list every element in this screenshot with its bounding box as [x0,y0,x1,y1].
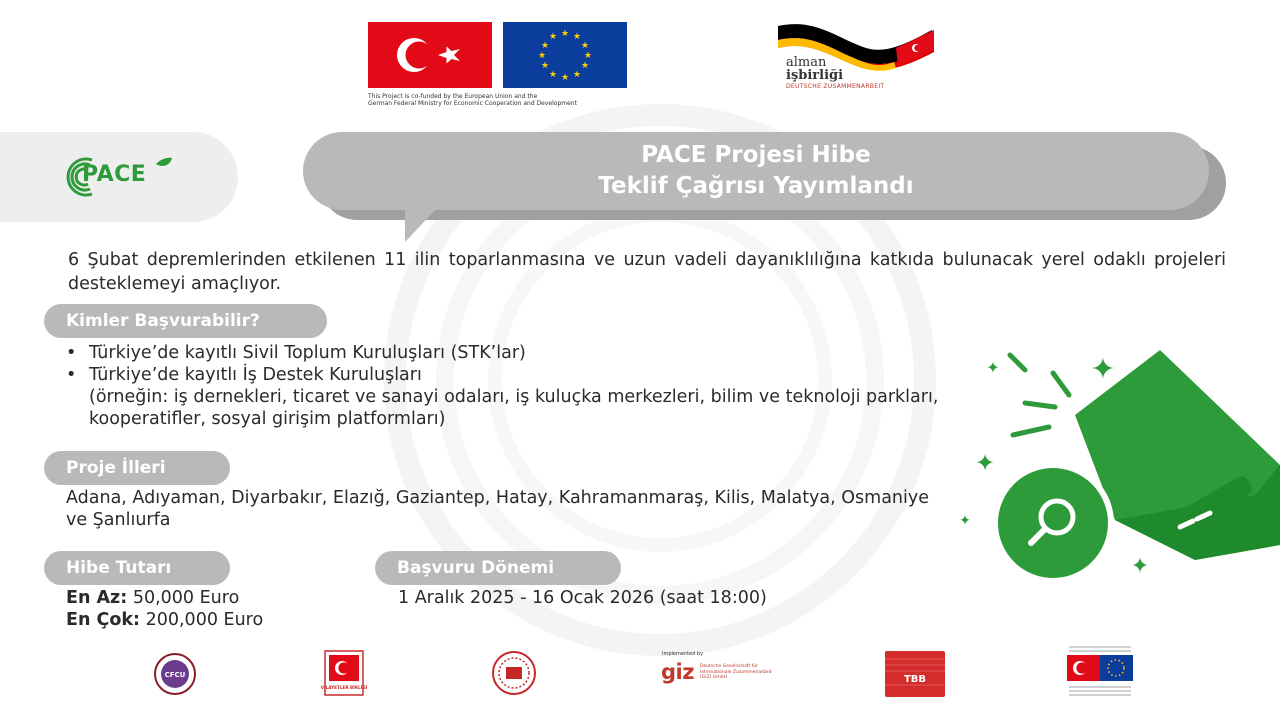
svg-text:✦: ✦ [974,449,996,477]
cofund-line-1: This Project is co-funded by the European Union and the [368,93,538,100]
svg-text:✦: ✦ [986,358,1000,377]
alman-line-1: alman [786,55,827,70]
grant-min [66,587,263,609]
svg-text:★: ★ [537,51,547,61]
deutsche-zusammenarbeit: DEUTSCHE ZUSAMMENARBEIT [786,83,885,90]
grant-max [66,609,263,631]
list-item: • Türkiye’de kayıtlı Sivil Toplum Kuruluşları (STK’lar) [66,342,966,364]
title-line-2: Teklif Çağrısı Yayımlandı [598,173,914,199]
cfcu-logo-text: CFCU [164,671,186,679]
cofund-statement [368,93,628,107]
megaphone-icon [955,345,1280,590]
title-line-1: PACE Projesi Hibe [641,142,871,168]
eu-flag [503,22,627,88]
intro-paragraph: 6 Şubat depremlerinden etkilenen 11 ilin toparlanmasına ve uzun vadeli dayanıklılığına katkıda bulunacak yerel odaklı projeleri desteklemeyi amaçlıyor. [68,250,1226,294]
section-label-hibe: Hibe Tutarı [44,551,230,585]
svg-text:✦: ✦ [1130,554,1150,579]
list-item-example: (örneğin: iş dernekleri, ticaret ve sanayi odaları, iş kuluçka merkezleri, bilim ve teknoloji parkları, kooperatifler, sosyal girişim platformları) [89,387,939,429]
tbb-logo-text: TBB [903,674,927,685]
list-item [66,364,966,430]
giz-subtext: Deutsche Gesellschaft für Internationale Zusammenarbeit (GIZ) GmbH [700,664,772,680]
cfcu-logo [147,652,203,696]
section-label-donem: Başvuru Dönemi [375,551,621,585]
cofund-line-2: German Federal Ministry for Economic Cooperation and Development [368,100,577,107]
svg-text:✦: ✦ [959,513,971,529]
eligibility-list [66,342,966,430]
tc-eu-directorate-logo [1065,643,1135,701]
vilayetler-birligi-logo [320,650,368,696]
grant-max-label: En Çok: [66,610,141,630]
section-label-kimler: Kimler Başvurabilir? [44,304,327,338]
vilayetler-logo-text: VİLAYETLER BİRLİĞİ [320,685,368,690]
svg-text:✦: ✦ [1090,352,1116,387]
title-banner-tail [405,208,437,242]
section-label-iller: Proje İlleri [44,451,230,485]
turkey-flag [368,22,492,88]
page-title [303,140,1209,202]
alman-isbirligi-text [786,56,843,82]
grant-min-label: En Az: [66,588,128,608]
svg-text:★: ★ [548,32,558,42]
ministry-seal-logo [486,650,542,696]
svg-text:★: ★ [580,41,590,51]
grant-amount [66,587,263,631]
list-item-text: Türkiye’de kayıtlı İş Destek Kuruluşları [89,365,422,385]
province-list: Adana, Adıyaman, Diyarbakır, Elazığ, Gaziantep, Hatay, Kahramanmaraş, Kilis, Malatya, Osmaniye ve Şanlıurfa [66,488,930,530]
svg-text:★: ★ [583,51,593,61]
giz-logo: giz [661,660,694,684]
svg-text:★: ★ [560,29,570,39]
application-period: 1 Aralık 2025 - 16 Ocak 2026 (saat 18:00) [398,588,767,608]
svg-text:★: ★ [572,70,582,80]
giz-implemented-by: Implemented by [662,651,704,657]
svg-text:★: ★ [548,70,558,80]
svg-text:★: ★ [572,32,582,42]
tbb-logo [885,651,945,697]
pace-logo-text: PACE [82,162,147,187]
svg-text:★: ★ [540,41,550,51]
svg-text:★: ★ [580,61,590,71]
alman-line-2: işbirliği [786,68,844,83]
grant-min-value: 50,000 Euro [132,588,240,608]
svg-text:★: ★ [540,61,550,71]
grant-max-value: 200,000 Euro [145,610,264,630]
svg-text:★: ★ [560,73,570,83]
